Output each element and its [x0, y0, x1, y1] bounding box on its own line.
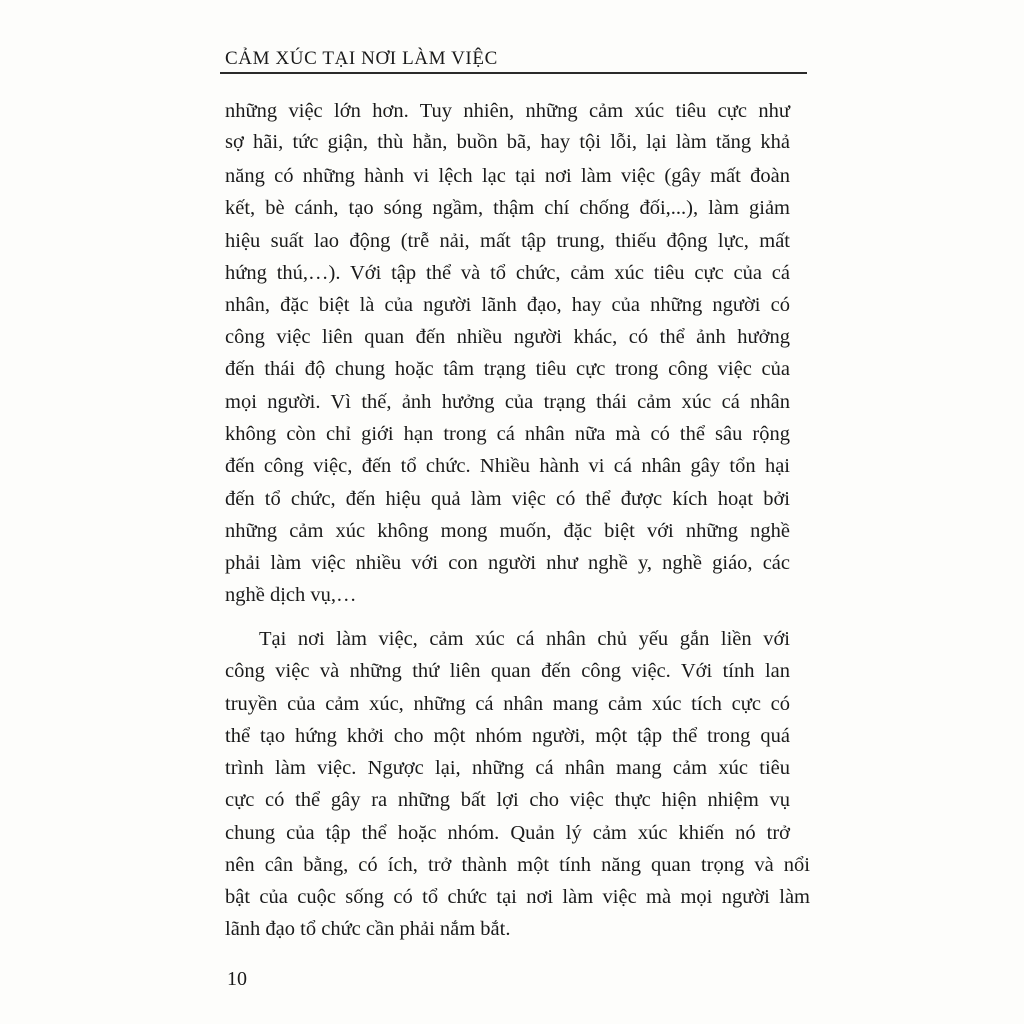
text-line: sợ hãi, tức giận, thù hằn, buồn bã, hay tội lỗi, lại làm tăng khả	[225, 131, 790, 153]
text-line: công việc liên quan đến nhiều người khác, có thể ảnh hưởng	[225, 326, 790, 348]
text-line: bật của cuộc sống có tổ chức tại nơi làm việc mà mọi người làm	[225, 886, 810, 908]
header-rule	[220, 72, 807, 74]
text-line: không còn chỉ giới hạn trong cá nhân nữa mà có thể sâu rộng	[225, 423, 790, 445]
text-line: mọi người. Vì thế, ảnh hưởng của trạng thái cảm xúc cá nhân	[225, 391, 790, 413]
text-line: nhân, đặc biệt là của người lãnh đạo, hay của những người có	[225, 294, 790, 316]
text-line: hiệu suất lao động (trễ nải, mất tập trung, thiếu động lực, mất	[225, 230, 790, 252]
text-line: công việc và những thứ liên quan đến công việc. Với tính lan	[225, 660, 790, 682]
text-line: thể tạo hứng khởi cho một nhóm người, một tập thể trong quá	[225, 725, 790, 747]
text-line: hứng thú,…). Với tập thể và tổ chức, cảm xúc tiêu cực của cá	[225, 262, 790, 284]
text-line: đến tổ chức, đến hiệu quả làm việc có thể được kích hoạt bởi	[225, 488, 790, 510]
text-line: Tại nơi làm việc, cảm xúc cá nhân chủ yếu gắn liền với	[259, 628, 790, 650]
text-line: truyền của cảm xúc, những cá nhân mang cảm xúc tích cực có	[225, 693, 790, 715]
text-line: trình làm việc. Ngược lại, những cá nhân mang cảm xúc tiêu	[225, 757, 790, 779]
text-line: những việc lớn hơn. Tuy nhiên, những cảm xúc tiêu cực như	[225, 100, 790, 122]
text-line: nghề dịch vụ,…	[225, 584, 357, 606]
text-line: cực có thể gây ra những bất lợi cho việc thực hiện nhiệm vụ	[225, 789, 790, 811]
text-line: nên cân bằng, có ích, trở thành một tính năng quan trọng và nổi	[225, 854, 810, 876]
running-header-title: CẢM XÚC TẠI NƠI LÀM VIỆC	[225, 48, 498, 69]
text-line: lãnh đạo tổ chức cần phải nắm bắt.	[225, 918, 511, 940]
text-line: những cảm xúc không mong muốn, đặc biệt với những nghề	[225, 520, 790, 542]
text-line: phải làm việc nhiều với con người như nghề y, nghề giáo, các	[225, 552, 790, 574]
text-line: năng có những hành vi lệch lạc tại nơi làm việc (gây mất đoàn	[225, 165, 790, 187]
text-line: chung của tập thể hoặc nhóm. Quản lý cảm xúc khiến nó trở	[225, 822, 790, 844]
text-line: kết, bè cánh, tạo sóng ngầm, thậm chí chống đối,...), làm giảm	[225, 197, 790, 219]
text-line: đến thái độ chung hoặc tâm trạng tiêu cực trong công việc của	[225, 358, 790, 380]
page-number: 10	[227, 968, 247, 990]
text-line: đến công việc, đến tổ chức. Nhiều hành vi cá nhân gây tổn hại	[225, 455, 790, 477]
